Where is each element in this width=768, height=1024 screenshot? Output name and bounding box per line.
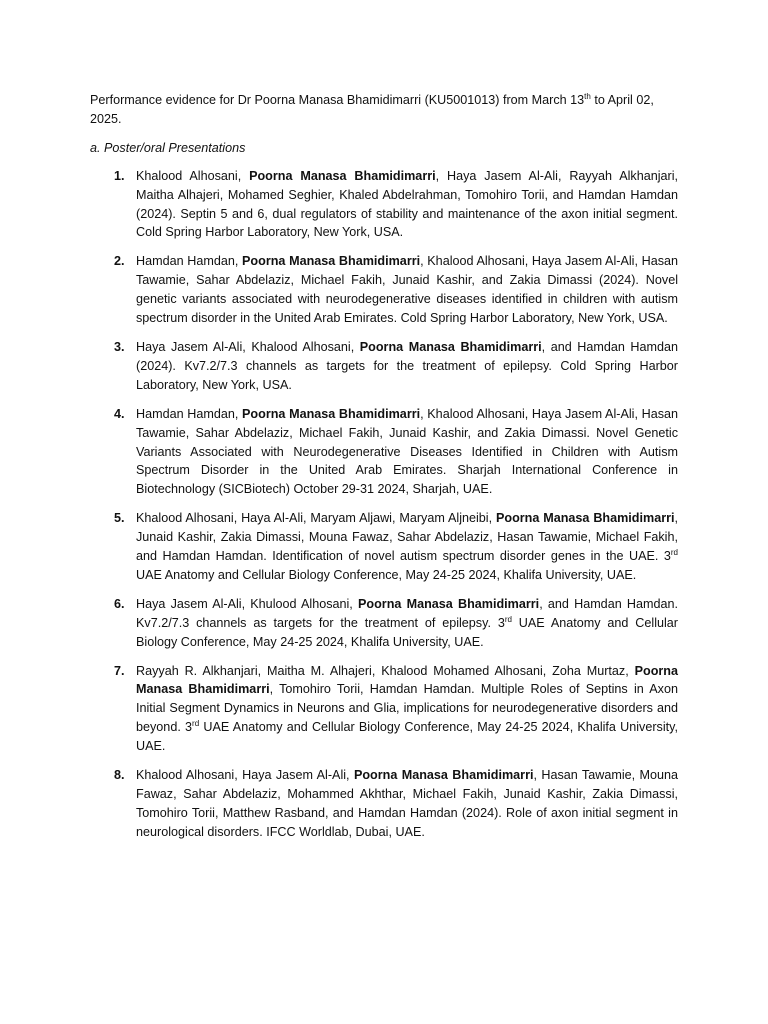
ordinal-superscript: rd [670, 547, 678, 557]
citation-text-rest: UAE Anatomy and Cellular Biology Conference, May 24-25 2024, Khalifa University, UAE. [136, 615, 678, 649]
citation-text-mid: , and Hamdan Hamdan. Kv7.2/7.3 channels as targets for the treatment of epilepsy. 3 [136, 596, 678, 630]
list-item [90, 509, 678, 585]
ordinal-superscript: rd [192, 719, 200, 729]
intro-text-end: to April 02, 2025. [90, 93, 654, 126]
citation-text: Khalood Alhosani, [136, 168, 250, 183]
intro-text: Performance evidence for Dr Poorna Manasa Bhamidimarri (KU5001013) from March 13 [90, 93, 585, 107]
citation-text: Hamdan Hamdan, [136, 254, 243, 269]
citation-text: Rayyah R. Alkhanjari, Maitha M. Alhajeri, Khalood Mohamed Alhosani, Zoha Murtaz, [136, 663, 635, 678]
citation-text-rest: , Haya Jasem Al-Ali, Rayyah Alkhanjari, Maitha Alhajeri, Mohamed Seghier, Khaled Abdelrahman, Tomohiro Torii, and Hamdan Hamdan (2024). Septin 5 and 6, dual regulators of stability and maintenance of the axon initial segment. Cold Spring Harbor Laboratory, New York, USA. [136, 168, 678, 240]
citation-text-rest: UAE Anatomy and Cellular Biology Conference, May 24-25 2024, Khalifa University, UAE. [136, 567, 637, 582]
list-item [90, 167, 678, 243]
citation-text-rest: , and Hamdan Hamdan (2024). Kv7.2/7.3 channels as targets for the treatment of epilepsy. Cold Spring Harbor Laboratory, New York, USA. [136, 339, 679, 392]
citation-text: Haya Jasem Al-Ali, Khulood Alhosani, [136, 596, 359, 611]
intro-superscript: th [584, 91, 591, 101]
list-item-number: 1. [114, 168, 125, 183]
list-item-number: 8. [114, 768, 125, 783]
citation-text: Khalood Alhosani, Haya Jasem Al-Ali, [136, 768, 354, 783]
list-item [90, 252, 678, 328]
highlighted-author: Poorna Manasa Bhamidimarri [242, 406, 421, 421]
citation-text-mid: , Junaid Kashir, Zakia Dimassi, Mouna Fawaz, Sahar Abdelaziz, Hasan Tawamie, Michael Fakih, and Hamdan Hamdan. Identification of novel autism spectrum disorder genes in the UAE. 3 [136, 511, 678, 564]
highlighted-author: Poorna Manasa Bhamidimarri [358, 596, 540, 611]
citation-text-rest: , Khalood Alhosani, Haya Jasem Al-Ali, Hasan Tawamie, Sahar Abdelaziz, Michael Fakih, Junaid Kashir, and Zakia Dimassi (2024). Novel genetic variants associated with neurodegenerative diseases identified in children with autism spectrum disorder in the United Arab Emirates. Cold Spring Harbor Laboratory, New York, USA. [136, 254, 679, 326]
highlighted-author: Poorna Manasa Bhamidimarri [353, 768, 534, 783]
ordinal-superscript: rd [504, 614, 512, 624]
list-item-number: 5. [114, 511, 125, 526]
intro-paragraph [90, 91, 678, 129]
highlighted-author: Poorna Manasa Bhamidimarri [495, 511, 675, 526]
section-heading: a. Poster/oral Presentations [90, 140, 246, 155]
highlighted-author: Poorna Manasa Bhamidimarri [249, 168, 436, 183]
highlighted-author: Poorna Manasa Bhamidimarri [136, 663, 678, 697]
list-item [90, 766, 678, 842]
citation-text-rest: , Hasan Tawamie, Mouna Fawaz, Sahar Abdelaziz, Mohammed Akhthar, Michael Fakih, Junaid Kashir, Zakia Dimassi, Tomohiro Torii, Matthew Rasband, and Hamdan Hamdan (2024). Role of axon initial segment in neurological disorders. IFCC Worldlab, Dubai, UAE. [136, 768, 679, 839]
citation-text: Haya Jasem Al-Ali, Khalood Alhosani, [136, 339, 360, 354]
presentations-list [90, 167, 678, 842]
list-item-number: 4. [114, 406, 125, 421]
citation-text-mid: , Tomohiro Torii, Hamdan Hamdan. Multiple Roles of Septins in Axon Initial Segment Dynamics in Neurons and Glia, implications for neurodegenerative disorders and beyond. 3 [136, 682, 678, 735]
citation-text: Khalood Alhosani, Haya Al-Ali, Maryam Aljawi, Maryam Aljneibi, [136, 511, 496, 526]
list-item-number: 7. [114, 663, 125, 678]
highlighted-author: Poorna Manasa Bhamidimarri [242, 254, 421, 269]
list-item [90, 405, 678, 500]
citation-text-rest: UAE Anatomy and Cellular Biology Conference, May 24-25 2024, Khalifa University, UAE. [136, 720, 678, 754]
citation-text: Hamdan Hamdan, [136, 406, 243, 421]
list-item [90, 595, 678, 652]
highlighted-author: Poorna Manasa Bhamidimarri [359, 339, 542, 354]
list-item [90, 338, 678, 395]
list-item-number: 3. [114, 339, 125, 354]
list-item-number: 6. [114, 596, 125, 611]
list-item-number: 2. [114, 254, 125, 269]
list-item [90, 662, 678, 757]
citation-text-rest: , Khalood Alhosani, Haya Jasem Al-Ali, Hasan Tawamie, Sahar Abdelaziz, Michael Fakih, Junaid Kashir, and Zakia Dimassi. Novel Genetic Variants Associated with Neurodegenerative Diseases Identified in Children with Autism Spectrum Disorder in the United Arab Emirates. Sharjah International Conference in Biotechnology (SICBiotech) October 29-31 2024, Sharjah, UAE. [136, 406, 679, 497]
